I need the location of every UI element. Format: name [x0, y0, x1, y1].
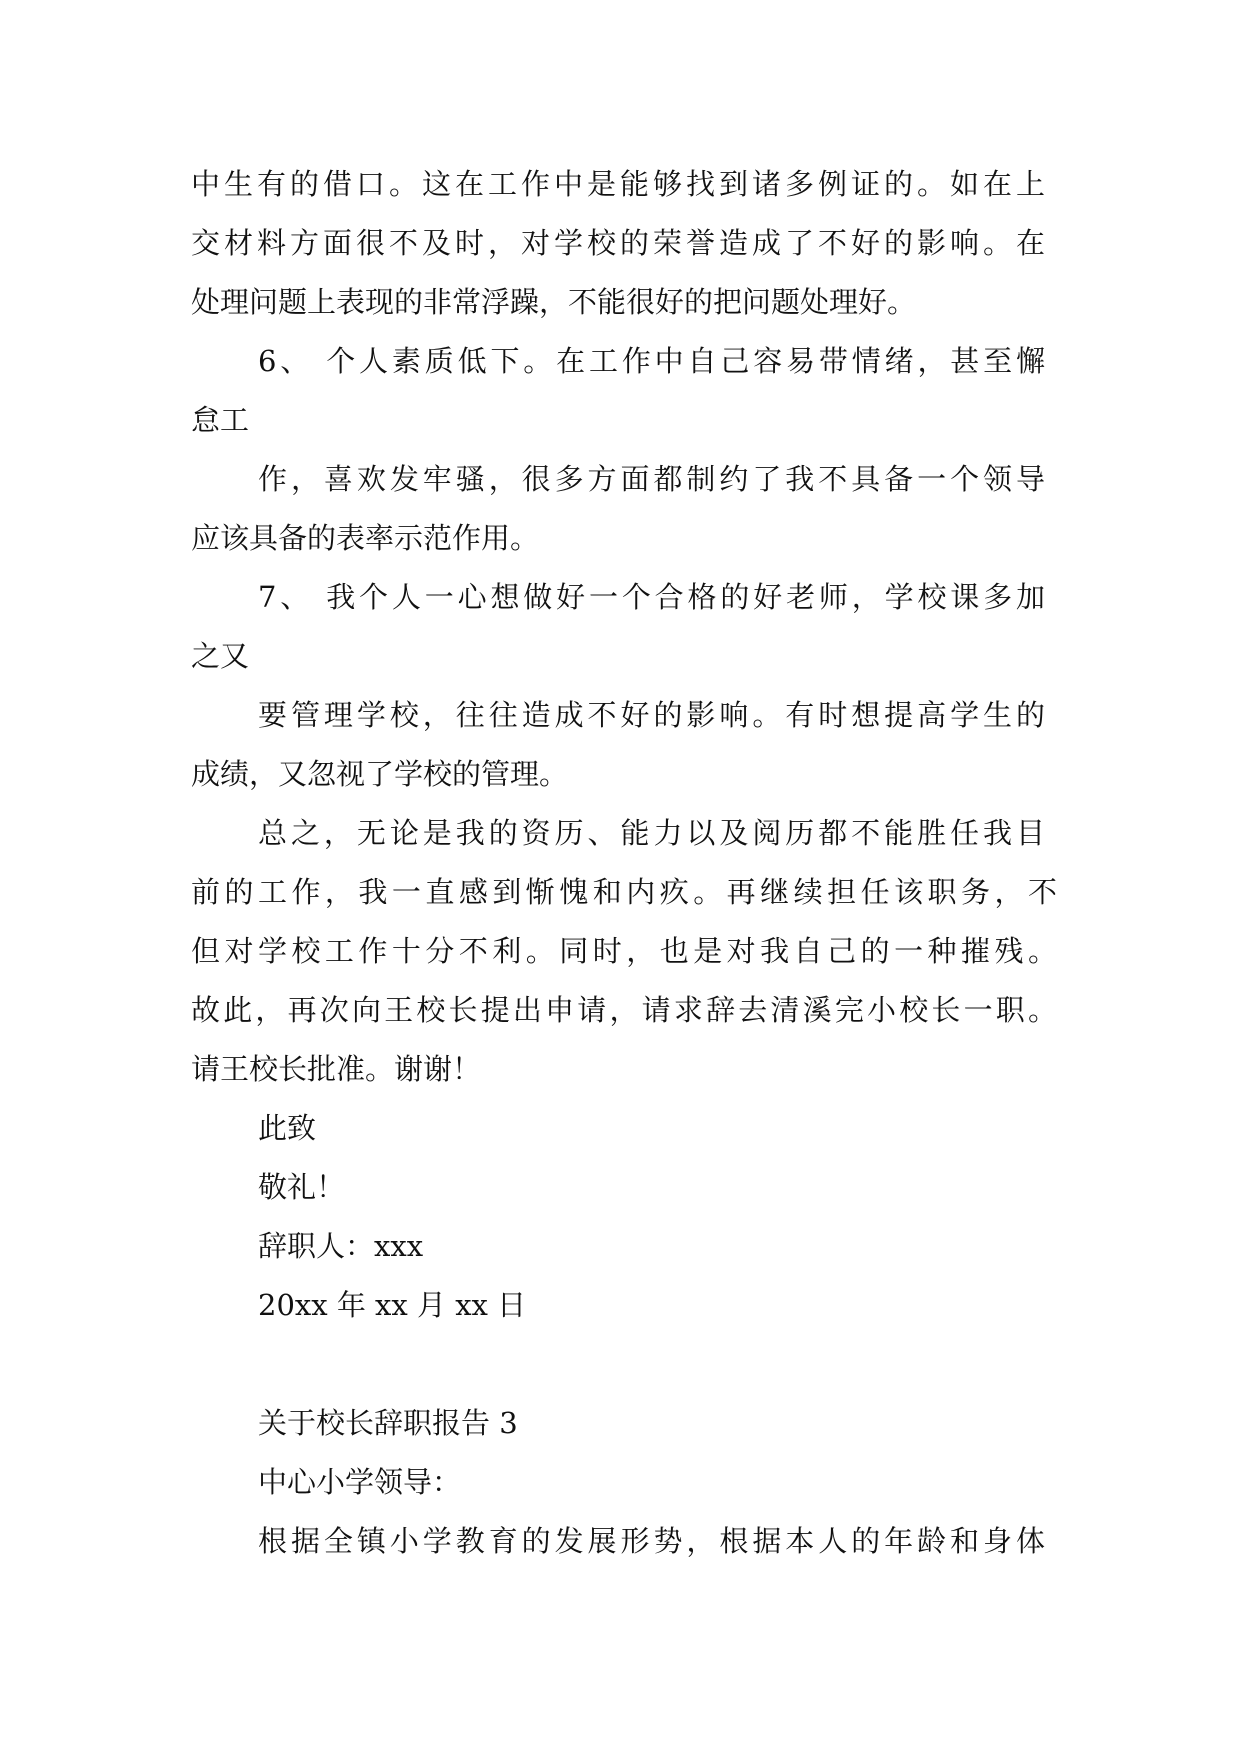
recipient-line: 中心小学领导： — [258, 1465, 462, 1499]
paragraph-line: 怠工 — [191, 403, 250, 437]
closing-regards: 敬礼！ — [258, 1170, 346, 1204]
closing-salutation: 此致 — [258, 1111, 317, 1145]
paragraph-line: 处理问题上表现的非常浮躁，不能很好的把问题处理好。 — [191, 285, 917, 319]
date-line: 20xx 年 xx 月 xx 日 — [258, 1288, 527, 1322]
conclusion-line: 但对学校工作十分不利。同时，也是对我自己的一种摧残。 — [191, 934, 1057, 968]
paragraph-line: 中生有的借口。这在工作中是能够找到诸多例证的。如在上 — [191, 167, 1045, 201]
paragraph-line: 作，喜欢发牢骚，很多方面都制约了我不具备一个领导 — [258, 462, 1045, 496]
paragraph-line: 根据全镇小学教育的发展形势，根据本人的年龄和身体 — [258, 1524, 1045, 1558]
conclusion-line: 总之，无论是我的资历、能力以及阅历都不能胜任我目 — [258, 816, 1045, 850]
conclusion-line: 故此，再次向王校长提出申请，请求辞去清溪完小校长一职。 — [191, 993, 1057, 1027]
paragraph-line: 要管理学校，往往造成不好的影响。有时想提高学生的 — [258, 698, 1045, 732]
list-item-7: 7、 我个人一心想做好一个合格的好老师，学校课多加 — [258, 580, 1045, 614]
list-item-6: 6、 个人素质低下。在工作中自己容易带情绪，甚至懈 — [258, 344, 1045, 378]
signature-line: 辞职人：xxx — [258, 1229, 424, 1263]
section-heading: 关于校长辞职报告 3 — [258, 1406, 518, 1440]
paragraph-line: 应该具备的表率示范作用。 — [191, 521, 540, 555]
conclusion-line: 前的工作，我一直感到惭愧和内疚。再继续担任该职务，不 — [191, 875, 1057, 909]
paragraph-line: 交材料方面很不及时，对学校的荣誉造成了不好的影响。在 — [191, 226, 1045, 260]
paragraph-line: 之又 — [191, 639, 250, 673]
conclusion-line: 请王校长批准。谢谢！ — [191, 1052, 482, 1086]
paragraph-line: 成绩，又忽视了学校的管理。 — [191, 757, 569, 791]
